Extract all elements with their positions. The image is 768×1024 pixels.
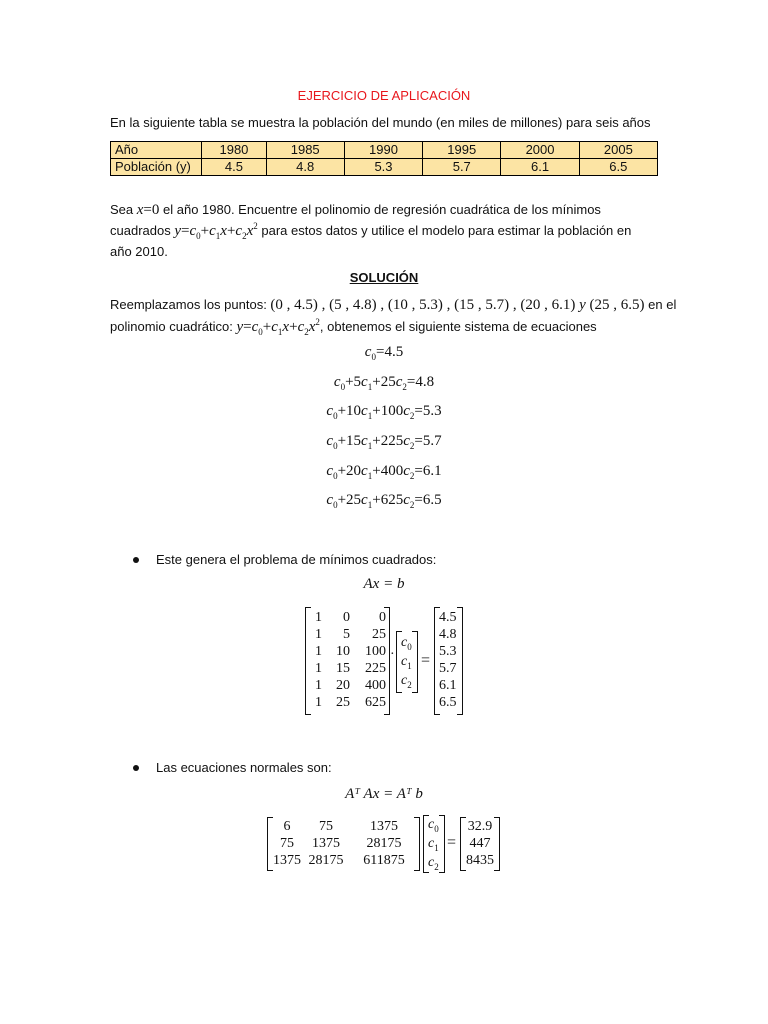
equation-4: $c_0+15c_1+225c_2=5.7$	[326, 433, 442, 451]
matrix-cell: 1	[315, 627, 322, 642]
bullet-icon	[133, 765, 139, 771]
quadratic-model: $y=c_0+c_1x+c_2x^2$	[174, 221, 258, 241]
equation-6: $c_0+25c_1+625c_2=6.5$	[326, 492, 442, 510]
table-cell: 6.5	[579, 159, 657, 176]
matrix-cell: 400	[365, 678, 386, 693]
vector-cell: 5.3	[439, 644, 457, 659]
matrix-cell: 1	[315, 644, 322, 659]
bullet-text-1: Este genera el problema de mínimos cuadrados:	[156, 552, 437, 567]
matrix-cell: 1375	[312, 836, 340, 851]
matrix-cell: 1	[315, 678, 322, 693]
vector-cell: 6.1	[439, 678, 457, 693]
vector-cell: 4.5	[439, 610, 457, 625]
equals-sign: =	[421, 652, 431, 669]
solution-line-1: Reemplazamos los puntos: (0 , 4.5) , (5 , 4.8) , (10 , 5.3) , (15 , 5.7) , (20 , 6.1) y (25 , 6.5) en el	[110, 297, 677, 313]
equation-1: $c_0=4.5$	[364, 344, 404, 362]
matrix-cell: 28175	[366, 836, 402, 851]
vector-c: $c_0$ $c_1$ $c_2$	[396, 631, 418, 693]
vector-c: $c_0$ $c_1$ $c_2$	[423, 815, 445, 873]
table-cell: 5.3	[344, 159, 422, 176]
bullet-icon	[133, 557, 139, 563]
equation-2: $c_0+5c_1+25c_2=4.8$	[333, 374, 435, 392]
table-cell: 1980	[202, 142, 266, 159]
matrix-cell: 0	[343, 610, 350, 625]
equation-ax-b: Ax = b	[363, 576, 405, 592]
vector-cell: 5.7	[439, 661, 457, 676]
bullet-text-2: Las ecuaciones normales son:	[156, 760, 332, 775]
table-cell: 4.5	[202, 159, 266, 176]
matrix-cell: 100	[365, 644, 386, 659]
problem-line-1: Sea x=0 el año 1980. Encuentre el polinomio de regresión cuadrática de los mínimos	[110, 202, 601, 218]
table-row-label: Población (y)	[111, 159, 202, 176]
table-cell: 2005	[579, 142, 657, 159]
matrix-cell: 28175	[308, 853, 344, 868]
vector-atb	[460, 817, 500, 871]
points-list: (0 , 4.5) , (5 , 4.8) , (10 , 5.3) , (15 , 5.7) , (20 , 6.1) y (25 , 6.5)	[270, 297, 645, 313]
vector-cell: 6.5	[439, 695, 457, 710]
matrix-cell: 1	[315, 610, 322, 625]
table-cell: 1995	[423, 142, 501, 159]
equation-3: $c_0+10c_1+100c_2=5.3$	[326, 403, 442, 421]
matrix-cell: 6	[283, 819, 291, 834]
table-cell: 1990	[344, 142, 422, 159]
matrix-cell: 1375	[273, 853, 301, 868]
table-row-years	[111, 142, 658, 159]
matrix-cell: 1375	[370, 819, 398, 834]
table-cell: 5.7	[423, 159, 501, 176]
dot-operator: ·	[390, 647, 395, 662]
matrix-cell: 25	[336, 695, 350, 710]
table-cell: 6.1	[501, 159, 579, 176]
vector-cell: 8435	[466, 853, 494, 868]
matrix-cell: 75	[280, 836, 294, 851]
table-row-label: Año	[111, 142, 202, 159]
vector-b	[434, 607, 463, 715]
problem-line-3: año 2010.	[110, 244, 168, 259]
table-row-population	[111, 159, 658, 176]
x-equals-zero: x=0	[136, 202, 160, 218]
vector-cell: 32.9	[467, 819, 493, 834]
matrix-cell: 15	[336, 661, 350, 676]
matrix-cell: 75	[319, 819, 333, 834]
matrix-ata	[267, 817, 420, 871]
solution-heading: SOLUCIÓN	[349, 270, 419, 285]
table-cell: 2000	[501, 142, 579, 159]
vector-cell: 447	[469, 836, 491, 851]
matrix-cell: 5	[343, 627, 350, 642]
matrix-cell: 20	[336, 678, 350, 693]
matrix-cell: 625	[365, 695, 386, 710]
matrix-a	[305, 607, 390, 715]
equation-normal: Aᵀ Ax = Aᵀ b	[345, 786, 423, 802]
vector-cell: 4.8	[439, 627, 457, 642]
matrix-cell: 1	[315, 695, 322, 710]
quadratic-model: $y=c_0+c_1x+c_2x^2$	[236, 317, 320, 337]
matrix-cell: 10	[336, 644, 350, 659]
table-cell: 1985	[266, 142, 344, 159]
table-cell: 4.8	[266, 159, 344, 176]
equals-sign: =	[447, 834, 457, 851]
equation-5: $c_0+20c_1+400c_2=6.1$	[326, 463, 442, 481]
matrix-cell: 225	[365, 661, 386, 676]
population-table	[110, 141, 658, 176]
problem-line-2: cuadrados $y=c_0+c_1x+c_2x^2$ para estos datos y utilice el modelo para estimar la población en	[110, 221, 632, 241]
matrix-cell: 1	[315, 661, 322, 676]
page-title: EJERCICIO DE APLICACIÓN	[297, 88, 471, 103]
intro-text: En la siguiente tabla se muestra la población del mundo (en miles de millones) para seis años	[110, 115, 651, 130]
matrix-cell: 25	[372, 627, 386, 642]
solution-line-2: polinomio cuadrático: $y=c_0+c_1x+c_2x^2$, obtenemos el siguiente sistema de ecuaciones	[110, 317, 597, 337]
matrix-cell: 0	[379, 610, 386, 625]
matrix-cell: 611875	[363, 853, 405, 868]
